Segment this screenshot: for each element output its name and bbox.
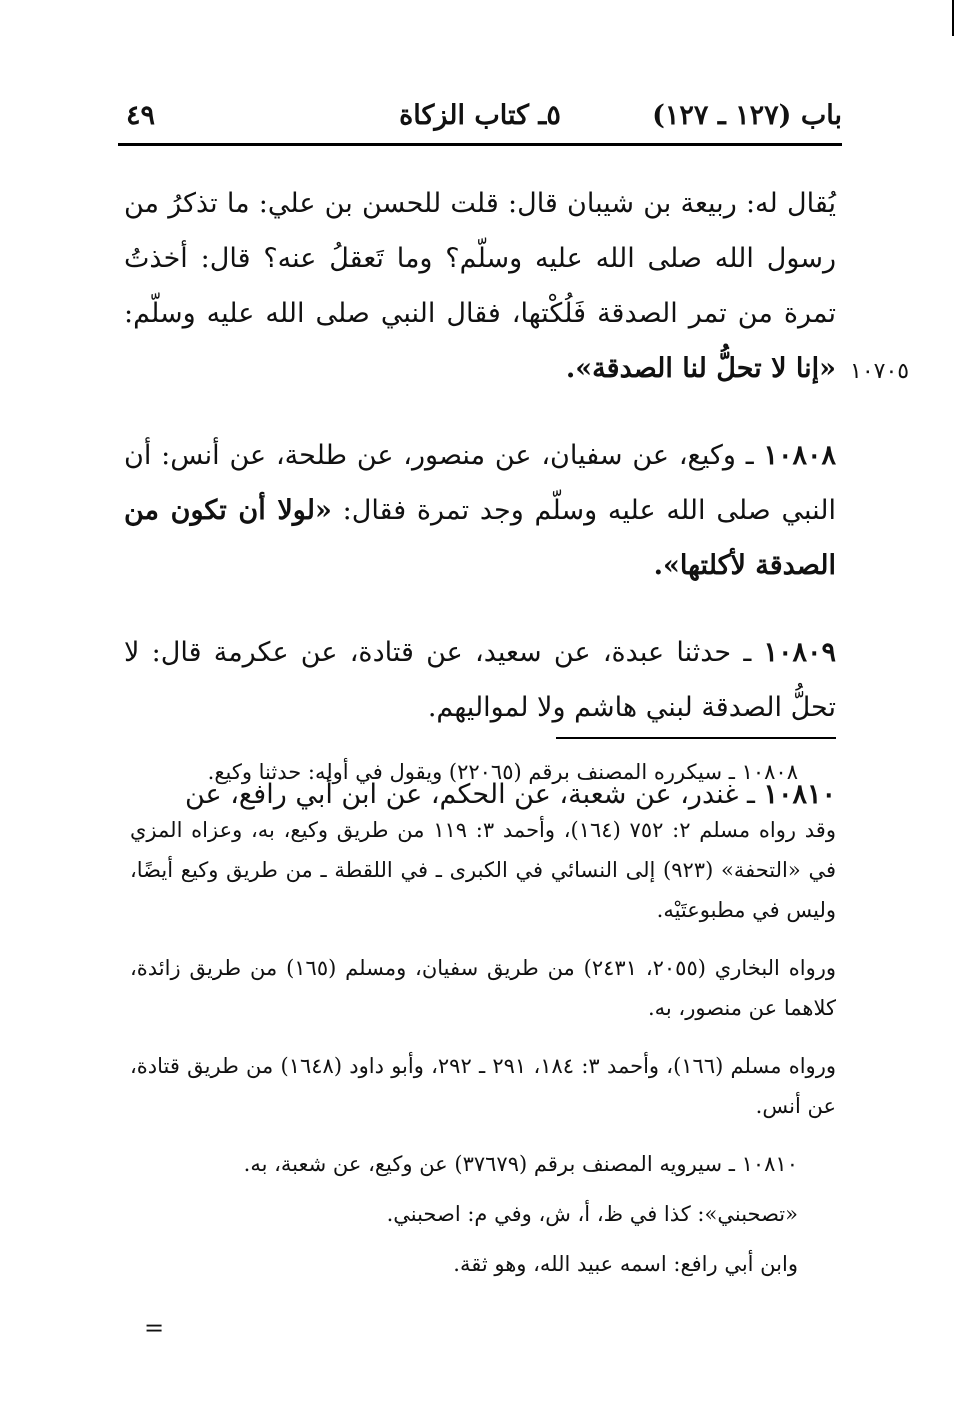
- chapter-title: باب (١٢٧ ـ ١٢٧): [652, 100, 842, 131]
- page-number: ٤٩: [126, 100, 156, 131]
- hadith-10809: [124, 625, 836, 735]
- footnotes: [130, 752, 836, 1294]
- main-text: [124, 176, 836, 822]
- footnote: «تصحبني»: كذا في ظ، أ، ش، وفي م: اصحبني.: [386, 1202, 798, 1226]
- paragraph-text: ـ حدثنا عبدة، عن سعيد، عن قتادة، عن عكرمة قال: لا تحلُّ الصدقة لبني هاشم ولا لمواليهم.: [124, 637, 836, 723]
- footnote: وقد رواه مسلم ٢: ٧٥٢ (١٦٤)، وأحمد ٣: ١١٩ من طريق وكيع، به، وعزاه المزي في «التحفة» (٩٢٣) إلى النسائي في الكبرى ـ في اللقطة ـ من طريق وكيع أيضًا، وليس في مطبوعتَيْه.: [130, 818, 836, 922]
- marginal-number: ١٠٧٠٥: [850, 359, 910, 384]
- paragraph-intro: [124, 176, 836, 396]
- footnote: ورواه مسلم (١٦٦)، وأحمد ٣: ١٨٤، ٢٩١ ـ ٢٩٢، وأبو داود (١٦٤٨) من طريق قتادة، عن أنس.: [130, 1054, 836, 1118]
- prophetic-quote: «إنا لا تحلُّ لنا الصدقة».: [565, 353, 836, 384]
- page-header: [118, 96, 842, 146]
- paragraph-text: ـ غندر، عن شعبة، عن الحكم، عن ابن أبي رافع، عن: [184, 779, 764, 810]
- continuation-mark: =: [144, 1314, 165, 1342]
- footnote: ١٠٨١٠ ـ سيرويه المصنف برقم (٣٧٦٧٩) عن وكيع، عن شعبة، به.: [243, 1152, 798, 1176]
- hadith-10808: [124, 428, 836, 593]
- footnote: وابن أبي رافع: اسمه عبيد الله، وهو ثقة.: [453, 1252, 798, 1276]
- book-title: ٥ـ كتاب الزكاة: [399, 100, 561, 131]
- hadith-number: ١٠٨٠٨: [763, 440, 836, 471]
- hadith-number: ١٠٨١٠: [763, 779, 836, 810]
- hadith-number: ١٠٨٠٩: [763, 637, 836, 668]
- footnote: ورواه البخاري (٢٠٥٥، ٢٤٣١) من طريق سفيان، ومسلم (١٦٥) من طريق زائدة، كلاهما عن منصور، به.: [130, 956, 837, 1020]
- header-rule: [118, 143, 842, 146]
- page-edge-mark: [952, 0, 954, 36]
- footnote: ١٠٨٠٨ ـ سيكرره المصنف برقم (٢٢٠٦٥) ويقول في أوله: حدثنا وكيع.: [207, 760, 798, 784]
- footnote-rule: [556, 737, 836, 739]
- paragraph-text: ـ وكيع، عن سفيان، عن منصور، عن طلحة، عن أنس: أن النبي صلى الله عليه وسلّم وجد تمرة فقال:: [124, 440, 837, 526]
- paragraph-text: يُقال له: ربيعة بن شيبان قال: قلت للحسن بن علي: ما تذكرُ من رسول الله صلى الله عليه وسلّم؟ وما تَعقلُ عنه؟ قال: أخذتُ تمرة من تمر الصدقة فَلُكْتها، فقال النبي صلى الله عليه وسلّم:: [124, 188, 836, 329]
- prophetic-quote: «لولا أن تكون من الصدقة لأكلتها».: [124, 495, 836, 581]
